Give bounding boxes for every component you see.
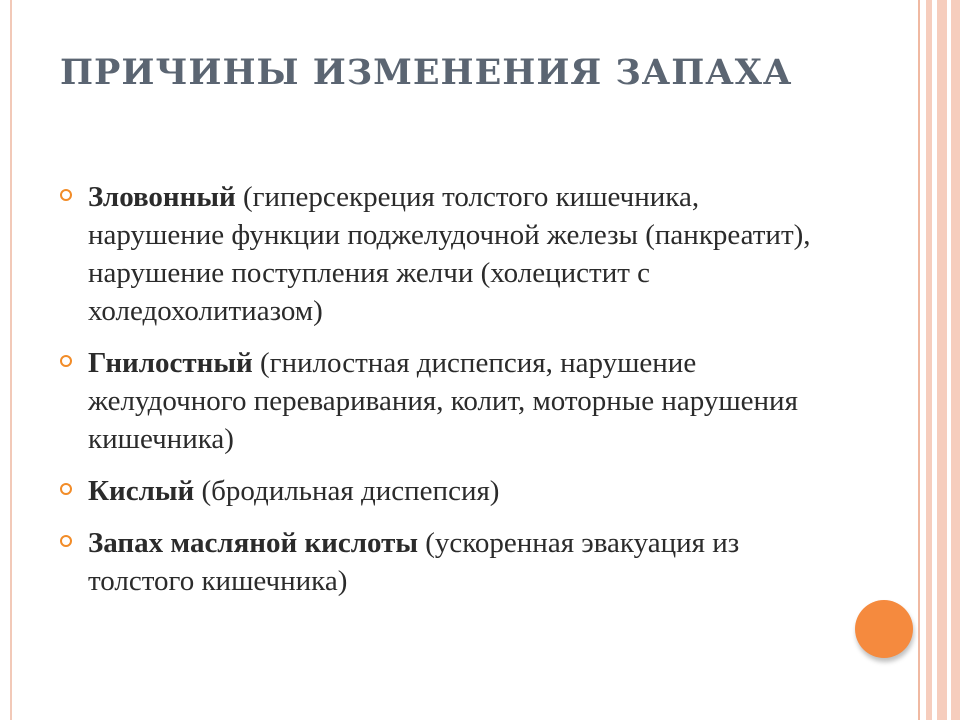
bullet-term: Запах масляной кислоты bbox=[88, 527, 419, 559]
bullet-item-sour bbox=[60, 472, 840, 510]
right-stripe-wide-2 bbox=[937, 0, 947, 720]
ring-bullet-icon bbox=[60, 189, 72, 201]
decorative-orange-circle bbox=[855, 600, 913, 658]
bullet-text: (бродильная диспепсия) bbox=[194, 475, 500, 507]
bullet-text: (гиперсекреция толстого кишечника, нарушение функции поджелудочной железы (панкреатит), нарушение поступления желчи (холецистит с холедохолитиазом) bbox=[88, 181, 811, 327]
bullet-text: (ускоренная эвакуация из толстого кишечника) bbox=[88, 527, 740, 597]
left-border-line bbox=[10, 0, 12, 720]
bullet-text: (гнилостная диспепсия, нарушение желудочного переваривания, колит, моторные нарушения кишечника) bbox=[88, 347, 798, 455]
right-stripe-thin-1 bbox=[918, 0, 920, 720]
bullet-item-putrid bbox=[60, 344, 840, 458]
right-stripe-wide-1 bbox=[926, 0, 932, 720]
right-stripe-wide-3 bbox=[951, 0, 960, 720]
bullet-item-foul bbox=[60, 178, 840, 330]
ring-bullet-icon bbox=[60, 535, 72, 547]
bullet-term: Зловонный bbox=[88, 181, 236, 213]
slide-title: ПРИЧИНЫ ИЗМЕНЕНИЯ ЗАПАХА bbox=[60, 52, 793, 93]
ring-bullet-icon bbox=[60, 483, 72, 495]
bullet-item-butyric bbox=[60, 524, 840, 600]
bullet-term: Гнилостный bbox=[88, 347, 253, 379]
bullet-list bbox=[60, 178, 840, 614]
bullet-term: Кислый bbox=[88, 475, 195, 507]
ring-bullet-icon bbox=[60, 355, 72, 367]
